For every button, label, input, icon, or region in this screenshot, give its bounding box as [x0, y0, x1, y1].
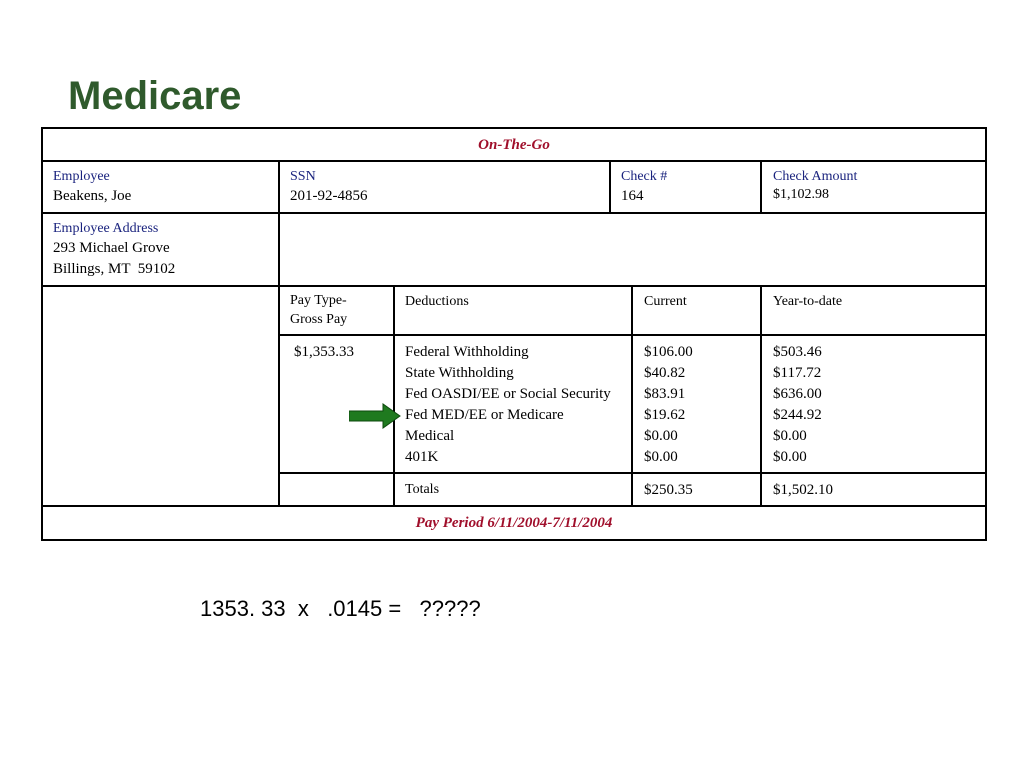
divider — [631, 285, 633, 505]
deduction-current: $19.62 — [644, 407, 686, 423]
divider — [393, 285, 395, 505]
deduction-ytd: $636.00 — [773, 386, 822, 402]
divider — [41, 505, 987, 507]
border-bottom — [41, 539, 987, 541]
deduction-name: Medical — [405, 428, 455, 444]
deduction-current: $106.00 — [644, 344, 693, 360]
ytd-header: Year-to-date — [773, 294, 843, 309]
divider — [41, 212, 987, 214]
deduction-name: Fed OASDI/EE or Social Security — [405, 386, 611, 402]
ssn-value: 201-92-4856 — [290, 188, 368, 204]
border-left — [41, 127, 43, 541]
deduction-ytd: $503.46 — [773, 344, 822, 360]
check-amount-value: $1,102.98 — [773, 187, 829, 202]
current-header: Current — [644, 294, 687, 309]
totals-ytd: $1,502.10 — [773, 482, 833, 498]
deduction-current: $40.82 — [644, 365, 686, 381]
deduction-ytd: $117.72 — [773, 365, 822, 381]
deduction-current: $0.00 — [644, 428, 678, 444]
pay-type-header: Pay Type- Gross Pay — [290, 293, 348, 327]
company-name: On-The-Go — [478, 137, 550, 153]
address-label: Employee Address — [53, 221, 159, 236]
pay-period: Pay Period 6/11/2004-7/11/2004 — [415, 515, 613, 531]
employee-name: Beakens, Joe — [53, 188, 132, 204]
deductions-header: Deductions — [405, 294, 469, 309]
address-line1: 293 Michael Grove — [53, 240, 170, 256]
employee-label: Employee — [53, 169, 110, 184]
deduction-ytd: $244.92 — [773, 407, 822, 423]
deduction-ytd: $0.00 — [773, 428, 807, 444]
right-arrow-icon — [349, 403, 401, 429]
deduction-name: Federal Withholding — [405, 344, 529, 360]
ssn-label: SSN — [290, 169, 316, 184]
divider — [760, 285, 762, 505]
deduction-name: 401K — [405, 449, 439, 465]
divider — [609, 160, 611, 212]
border-top — [41, 127, 987, 129]
deduction-name: Fed MED/EE or Medicare — [405, 407, 564, 423]
gross-pay-value: $1,353.33 — [294, 344, 354, 360]
pay-stub — [41, 127, 987, 541]
totals-current: $250.35 — [644, 482, 693, 498]
check-number-label: Check # — [621, 169, 668, 184]
deduction-name: State Withholding — [405, 365, 514, 381]
check-number-value: 164 — [621, 188, 644, 204]
divider — [41, 160, 987, 162]
border-right — [985, 127, 987, 541]
slide-title: Medicare — [68, 74, 242, 118]
divider — [278, 160, 280, 505]
address-line2: Billings, MT 59102 — [53, 261, 176, 277]
deduction-current: $83.91 — [644, 386, 686, 402]
totals-label: Totals — [405, 482, 440, 497]
deduction-current: $0.00 — [644, 449, 678, 465]
divider — [760, 160, 762, 212]
medicare-formula: 1353. 33 x .0145 = ????? — [200, 596, 481, 621]
divider — [41, 285, 987, 287]
deduction-ytd: $0.00 — [773, 449, 807, 465]
check-amount-label: Check Amount — [773, 169, 858, 184]
